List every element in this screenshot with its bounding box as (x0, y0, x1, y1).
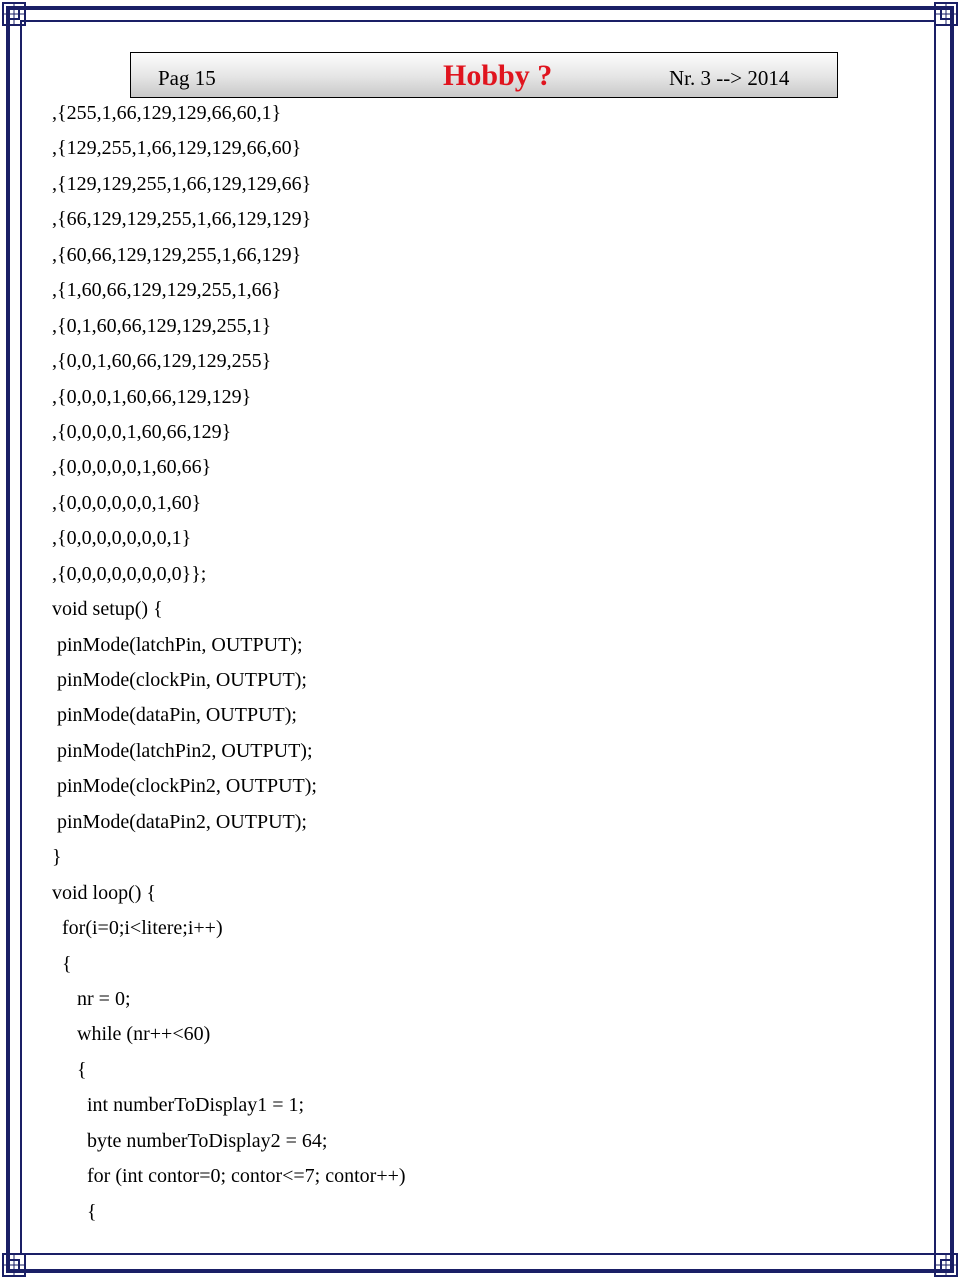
code-line: { (52, 1058, 87, 1081)
code-line: pinMode(dataPin2, OUTPUT); (52, 810, 307, 833)
code-line: ,{0,0,0,0,0,0,0,0}}; (52, 562, 207, 585)
code-line: nr = 0; (52, 987, 131, 1010)
code-line: { (52, 1200, 97, 1223)
code-line: void loop() { (52, 881, 157, 904)
code-line: ,{0,0,0,0,1,60,66,129} (52, 420, 232, 443)
code-line: pinMode(dataPin, OUTPUT); (52, 704, 297, 727)
code-line: while (nr++<60) (52, 1023, 211, 1046)
code-line: for (int contor=0; contor<=7; contor++) (52, 1165, 406, 1188)
page-number: Pag 15 (158, 66, 216, 90)
code-line: { (52, 952, 72, 975)
code-line: pinMode(latchPin, OUTPUT); (52, 633, 303, 656)
code-line: ,{129,129,255,1,66,129,129,66} (52, 172, 312, 195)
corner-ornament-icon (934, 2, 958, 26)
code-line: ,{0,0,0,0,0,0,0,1} (52, 527, 192, 550)
corner-ornament-icon (2, 1253, 26, 1277)
code-line: ,{129,255,1,66,129,129,66,60} (52, 137, 302, 160)
code-line: ,{1,60,66,129,129,255,1,66} (52, 279, 282, 302)
code-line: ,{255,1,66,129,129,66,60,1} (52, 102, 282, 124)
code-line: ,{0,0,0,0,0,1,60,66} (52, 456, 212, 479)
magazine-title: Hobby ? (443, 59, 553, 92)
code-line: ,{60,66,129,129,255,1,66,129} (52, 243, 302, 266)
code-line: pinMode(clockPin, OUTPUT); (52, 669, 307, 691)
code-listing (52, 96, 406, 1230)
code-line: for(i=0;i<litere;i++) (52, 917, 223, 940)
page-header (130, 52, 838, 98)
code-line: pinMode(clockPin2, OUTPUT); (52, 775, 317, 798)
corner-ornament-icon (934, 1253, 958, 1277)
code-line: int numberToDisplay1 = 1; (52, 1094, 305, 1117)
code-line: ,{0,0,0,0,0,0,1,60} (52, 491, 202, 514)
code-line: byte numberToDisplay2 = 64; (52, 1129, 328, 1152)
code-line: } (52, 846, 62, 869)
code-line: ,{0,0,1,60,66,129,129,255} (52, 350, 272, 373)
code-line: ,{0,1,60,66,129,129,255,1} (52, 314, 272, 337)
code-line: ,{0,0,0,1,60,66,129,129} (52, 385, 252, 408)
issue-number: Nr. 3 --> 2014 (669, 66, 790, 90)
code-line: pinMode(latchPin2, OUTPUT); (52, 739, 313, 762)
corner-ornament-icon (2, 2, 26, 26)
code-line: void setup() { (52, 598, 163, 621)
code-line: ,{66,129,129,255,1,66,129,129} (52, 208, 312, 231)
